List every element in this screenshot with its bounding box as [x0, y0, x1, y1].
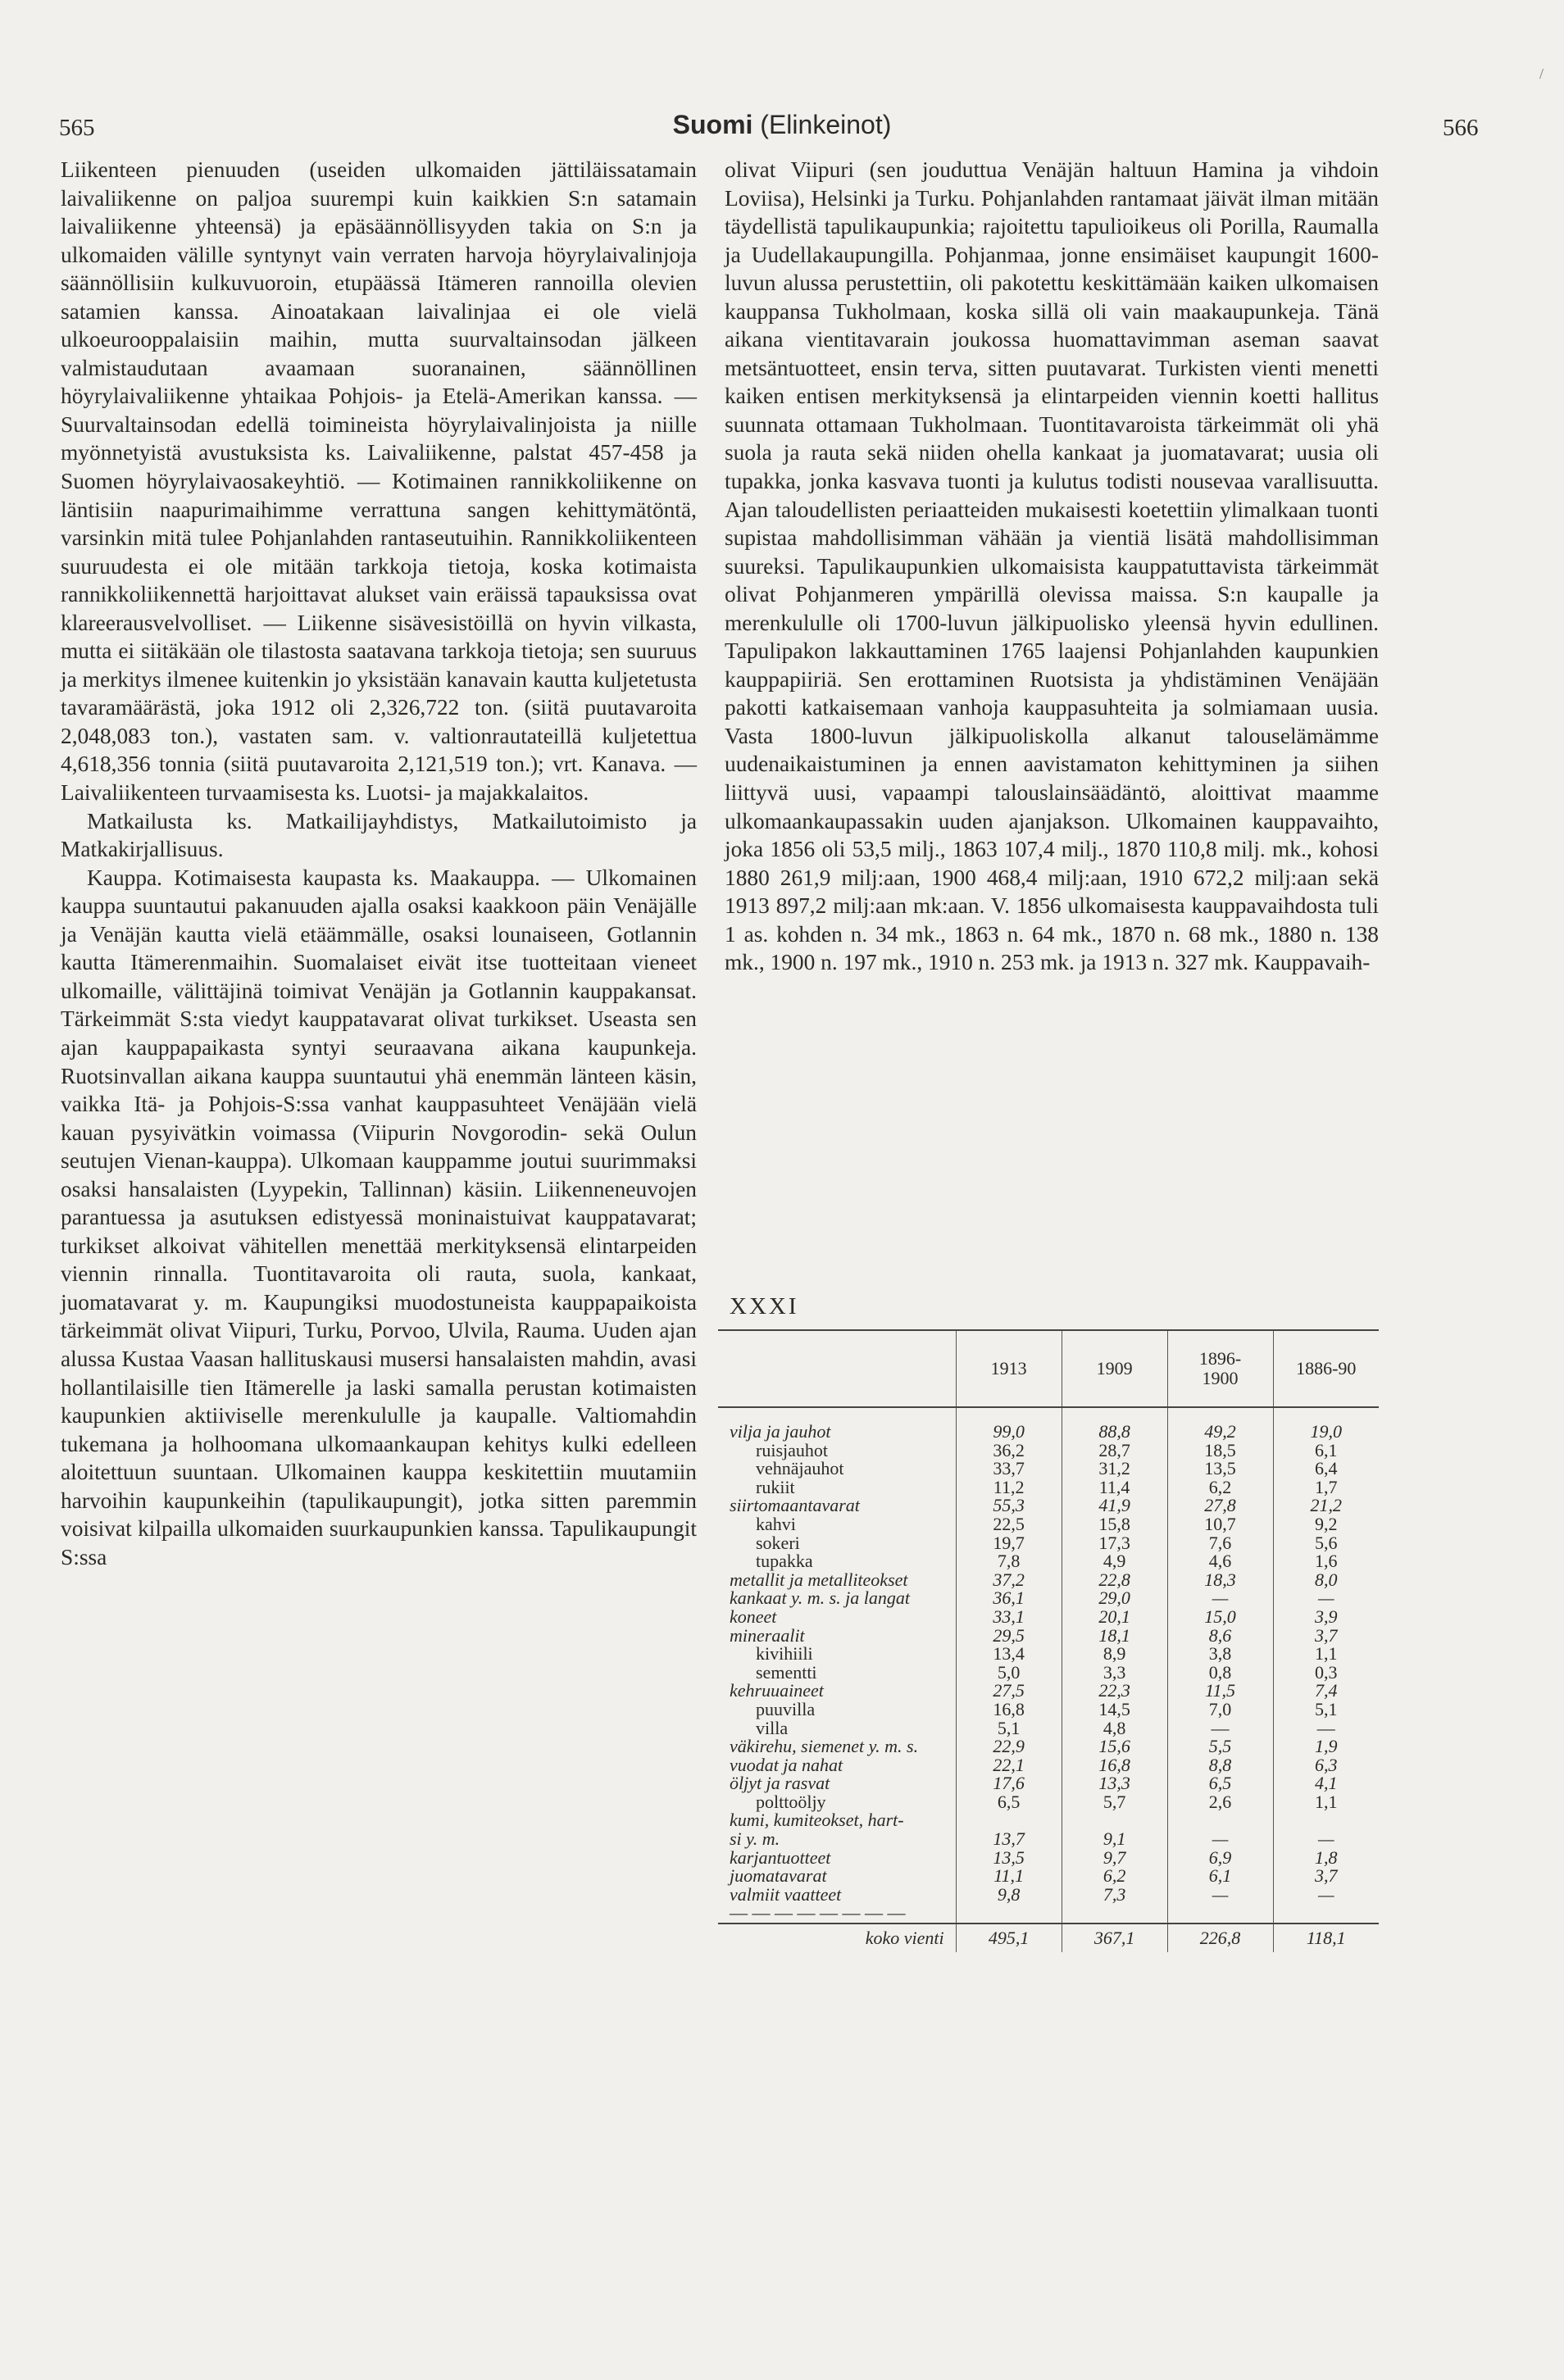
table-row	[718, 1534, 1379, 1553]
row-value: 29,5	[956, 1627, 1062, 1646]
table-header-row	[718, 1330, 1379, 1407]
row-label: vehnäjauhot	[756, 1458, 844, 1479]
row-value: 4,9	[1062, 1552, 1167, 1571]
row-value: 4,1	[1273, 1774, 1379, 1793]
row-value: 5,5	[1167, 1737, 1273, 1756]
row-value: 2,6	[1167, 1793, 1273, 1812]
row-label: ruisjauhot	[756, 1439, 828, 1460]
row-value: 3,8	[1167, 1645, 1273, 1664]
table-row	[718, 1497, 1379, 1515]
row-value: 4,8	[1062, 1719, 1167, 1738]
table-row	[718, 1589, 1379, 1608]
row-value: 18,5	[1167, 1442, 1273, 1460]
table-row	[718, 1407, 1379, 1442]
title-sub: (Elinkeinot)	[760, 110, 892, 139]
row-value	[1062, 1904, 1167, 1924]
row-value: 6,9	[1167, 1849, 1273, 1868]
table-row	[718, 1886, 1379, 1905]
row-value: 5,1	[1273, 1701, 1379, 1719]
row-value: 10,7	[1167, 1515, 1273, 1534]
row-value: 33,7	[956, 1460, 1062, 1478]
row-value: 1,8	[1273, 1849, 1379, 1868]
row-value: —	[1273, 1719, 1379, 1738]
row-value: 13,4	[956, 1645, 1062, 1664]
row-value: 1,1	[1273, 1645, 1379, 1664]
table-row	[718, 1904, 1379, 1924]
row-value: 22,3	[1062, 1682, 1167, 1701]
row-value: 6,2	[1062, 1867, 1167, 1886]
row-value: 11,1	[956, 1867, 1062, 1886]
row-value: 8,8	[1167, 1756, 1273, 1775]
row-value: 13,7	[956, 1830, 1062, 1849]
row-value	[1167, 1811, 1273, 1830]
table-row	[718, 1571, 1379, 1590]
row-value: 13,3	[1062, 1774, 1167, 1793]
table-row	[718, 1737, 1379, 1756]
row-value: 7,6	[1167, 1534, 1273, 1553]
row-value: 22,5	[956, 1515, 1062, 1534]
row-value: 11,2	[956, 1478, 1062, 1497]
table-row	[718, 1756, 1379, 1775]
row-value: 16,8	[1062, 1756, 1167, 1775]
table-header-4: 1886-90	[1273, 1330, 1379, 1407]
table-header-2: 1909	[1062, 1330, 1167, 1407]
row-label: juomatavarat	[730, 1865, 827, 1887]
row-label: kankaat y. m. s. ja langat	[730, 1587, 910, 1609]
row-value: 13,5	[956, 1849, 1062, 1868]
table-body	[718, 1407, 1379, 1952]
row-value: 6,2	[1167, 1478, 1273, 1497]
row-value: 15,6	[1062, 1737, 1167, 1756]
row-value: 1,1	[1273, 1793, 1379, 1812]
row-label: vilja ja jauhot	[730, 1421, 831, 1442]
export-table	[718, 1329, 1379, 1952]
row-value: —	[1167, 1719, 1273, 1738]
row-value: —	[1167, 1589, 1273, 1608]
row-value: 16,8	[956, 1701, 1062, 1719]
row-value: —	[1273, 1830, 1379, 1849]
row-label: puuvilla	[756, 1698, 816, 1719]
row-value: —	[1273, 1589, 1379, 1608]
row-label: valmiit vaatteet	[730, 1883, 842, 1905]
row-label: — — — — — — — —	[730, 1902, 906, 1924]
row-value: 3,7	[1273, 1627, 1379, 1646]
row-value: 99,0	[956, 1407, 1062, 1442]
row-value: 8,0	[1273, 1571, 1379, 1590]
row-label: mineraalit	[730, 1624, 805, 1646]
row-value: 27,5	[956, 1682, 1062, 1701]
row-value: 19,7	[956, 1534, 1062, 1553]
right-column	[725, 156, 1379, 977]
title-main: Suomi	[672, 110, 753, 139]
row-value: 1,9	[1273, 1737, 1379, 1756]
row-value: 6,5	[1167, 1774, 1273, 1793]
row-value: 7,8	[956, 1552, 1062, 1571]
row-value: 22,1	[956, 1756, 1062, 1775]
row-value: 9,7	[1062, 1849, 1167, 1868]
row-label: kehruuaineet	[730, 1680, 824, 1701]
table-row	[718, 1719, 1379, 1738]
row-value: 31,2	[1062, 1460, 1167, 1478]
total-value: 495,1	[956, 1924, 1062, 1952]
row-value: 7,0	[1167, 1701, 1273, 1719]
row-value: 6,4	[1273, 1460, 1379, 1478]
row-label: kumi, kumiteokset, hart-	[730, 1810, 904, 1831]
left-column	[61, 156, 697, 1571]
row-label: rukiit	[756, 1476, 795, 1497]
row-value: 17,6	[956, 1774, 1062, 1793]
row-value: 1,6	[1273, 1552, 1379, 1571]
row-label: si y. m.	[730, 1828, 780, 1850]
row-value: 28,7	[1062, 1442, 1167, 1460]
row-value: 88,8	[1062, 1407, 1167, 1442]
row-value: 6,3	[1273, 1756, 1379, 1775]
row-value: 18,3	[1167, 1571, 1273, 1590]
row-label: sementti	[756, 1661, 817, 1683]
row-value: 20,1	[1062, 1608, 1167, 1627]
row-value: 8,9	[1062, 1645, 1167, 1664]
row-value: 6,1	[1167, 1867, 1273, 1886]
table-row	[718, 1682, 1379, 1701]
row-value: 22,9	[956, 1737, 1062, 1756]
row-value: 41,9	[1062, 1497, 1167, 1515]
row-label: polttoöljy	[756, 1791, 826, 1812]
page-number-left: 565	[59, 115, 95, 141]
row-value: 3,9	[1273, 1608, 1379, 1627]
row-value: 36,2	[956, 1442, 1062, 1460]
row-value: 0,3	[1273, 1664, 1379, 1683]
row-value: 9,8	[956, 1886, 1062, 1905]
total-value: 226,8	[1167, 1924, 1273, 1952]
row-label: väkirehu, siemenet y. m. s.	[730, 1736, 919, 1757]
row-label: tupakka	[756, 1551, 813, 1572]
table-row	[718, 1774, 1379, 1793]
table-row	[718, 1701, 1379, 1719]
row-value: —	[1167, 1830, 1273, 1849]
table-row	[718, 1849, 1379, 1868]
row-value: 5,1	[956, 1719, 1062, 1738]
row-value: 4,6	[1167, 1552, 1273, 1571]
row-value: 19,0	[1273, 1407, 1379, 1442]
row-value: 14,5	[1062, 1701, 1167, 1719]
row-value	[1273, 1811, 1379, 1830]
table-row	[718, 1515, 1379, 1534]
row-value: —	[1167, 1886, 1273, 1905]
left-paragraph-2: Matkailusta ks. Matkailijayhdistys, Matkailutoimisto ja Matkakirjallisuus.	[61, 808, 697, 862]
row-label: villa	[756, 1717, 789, 1738]
row-value: 6,5	[956, 1793, 1062, 1812]
row-value: 3,3	[1062, 1664, 1167, 1683]
row-label: öljyt ja rasvat	[730, 1773, 830, 1794]
table-row	[718, 1478, 1379, 1497]
table-row	[718, 1552, 1379, 1571]
table-row	[718, 1811, 1379, 1830]
row-value	[1062, 1811, 1167, 1830]
row-value	[956, 1811, 1062, 1830]
row-value	[1273, 1904, 1379, 1924]
row-label: vuodat ja nahat	[730, 1754, 843, 1775]
table-row	[718, 1460, 1379, 1478]
row-value: 5,0	[956, 1664, 1062, 1683]
left-paragraph-1: Liikenteen pienuuden (useiden ulkomaiden jättiläissatamain laivaliikenne on paljoa suurempi kuin kaikkien S:n satamain laivaliikenne yhteensä) ja epäsäännöllisyyden takia on S:n ja ulkomaiden välille syntynyt vain verraten harvoja höyrylaivalinjoja säännöllisiin kulkuvuoroin, etupäässä Itämeren rannoilla olevien satamien kanssa. Ainoatakaan laivalinjaa ei ole vielä ulkoeurooppalaisiin maihin, mutta suurvaltainsodan jälkeen valmistaudutaan avaamaan suoranainen, säännöllinen höyrylaivaliikenne yhtaikaa Pohjois- ja Etelä-Amerikan kanssa. — Suurvaltainsodan edellä toimineista höyrylaivalinjoista ja niille myönnetyistä avustuksista ks. Laivaliikenne, palstat 457-458 ja Suomen höyrylaivaosakeyhtiö. — Kotimainen rannikkoliikenne on läntisiin naapurimaihimme verrattuna sangen kehittymätöntä, varsinkin mitä tulee Pohjanlahden rantaseutuihin. Rannikkoliikenteen suuruudesta ei ole mitään tarkkoja tietoja, koska kotimaista rannikkoliikennettä harjoittavat alukset vain eräissä tapauksissa ovat klareerausvelvolliset. — Liikenne sisävesistöillä on hyvin vilkasta, mutta ei siitäkään ole tilastosta saatavana tarkkoja tietoja; sen suuruus ja merkitys ilmenee kuitenkin jo yksistään kanavain kautta kuljetetusta tavaramäärästä, joka 1912 oli 2,326,722 ton. (siitä puutavaroita 2,048,083 ton.), vastaten sam. v. valtionrautateillä kuljetettua 4,618,356 tonnia (siitä puutavaroita 2,121,519 ton.); vrt. Kanava. — Laivaliikenteen turvaamisesta ks. Luotsi- ja majakkalaitos.	[61, 157, 697, 806]
row-value: 9,1	[1062, 1830, 1167, 1849]
row-label: metallit ja metalliteokset	[730, 1569, 908, 1590]
row-value: 15,8	[1062, 1515, 1167, 1534]
table-header-0	[718, 1330, 956, 1407]
total-value: 367,1	[1062, 1924, 1167, 1952]
row-label: kahvi	[756, 1513, 796, 1534]
row-value: 5,6	[1273, 1534, 1379, 1553]
row-value: 7,3	[1062, 1886, 1167, 1905]
row-value: 18,1	[1062, 1627, 1167, 1646]
row-value: 15,0	[1167, 1608, 1273, 1627]
row-value: 9,2	[1273, 1515, 1379, 1534]
table-row	[718, 1867, 1379, 1886]
row-value: 29,0	[1062, 1589, 1167, 1608]
corner-mark: /	[1539, 66, 1544, 82]
row-value: 22,8	[1062, 1571, 1167, 1590]
row-value: 13,5	[1167, 1460, 1273, 1478]
row-value: 11,5	[1167, 1682, 1273, 1701]
row-value: 55,3	[956, 1497, 1062, 1515]
table-header-3: 1896- 1900	[1167, 1330, 1273, 1407]
page-title	[0, 110, 1564, 140]
table-row	[718, 1830, 1379, 1849]
row-value: 3,7	[1273, 1867, 1379, 1886]
row-value: 6,1	[1273, 1442, 1379, 1460]
row-label: koneet	[730, 1606, 777, 1627]
row-value: 1,7	[1273, 1478, 1379, 1497]
table-label: XXXI	[730, 1293, 799, 1319]
left-paragraph-3: Kauppa. Kotimaisesta kaupasta ks. Maakauppa. — Ulkomainen kauppa suuntautui pakanuuden ajalla osaksi kaakkoon päin Venäjälle ja Venäjän kautta vielä etäämmälle, osaksi lounaiseen, Gotlannin kautta Itämerenmaihin. Suomalaiset eivät itse tuotteitaan vieneet ulkomaille, välittäjinä toimivat Venäjän ja Gotlannin kauppakansat. Tärkeimmät S:sta viedyt kauppatavarat olivat turkikset. Useasta sen ajan kauppapaikasta syntyi seuraavana aikana kaupunkeja. Ruotsinvallan aikana kauppa suuntautui yhä enemmän länteen käsin, vaikka Itä- ja Pohjois-S:ssa vanhat kauppasuhteet Venäjään vielä kauan pysyivätkin voimassa (Viipurin Novgorodin- sekä Oulun seutujen Vienan-kauppa). Ulkomaan kauppamme joutui suurimmaksi osaksi hansalaisten (Lyypekin, Tallinnan) käsiin. Liikenneneuvojen parantuessa ja asutuksen edistyessä moninaistuivat kauppatavarat; turkikset alkoivat vähitellen menettää merkityksensä elintarpeiden viennin rinnalla. Tuontitavaroita oli rauta, suola, kankaat, juomatavarat y. m. Kaupungiksi muodostuneista kauppapaikoista tärkeimmät olivat Viipuri, Turku, Porvoo, Ulvila, Rauma. Uuden ajan alussa Kustaa Vaasan hallituskausi musersi hansalaisten mahdin, avasi hollantilaisille tien Itämerelle ja laski samalla perustan kotimaisten kaupunkien aktiiviselle merenkululle ja kaupalle. Valtiomahdin tukemana ja holhoomana ulkomaankaupan kehitys kulki edelleen aloitettuun suuntaan. Ulkomainen kauppa keskitettiin muutamiin harvoihin kaupunkeihin (tapulikaupungit), jotka sitten paremmin voisivat kilpailla ulkomaiden suurkaupunkien kanssa. Tapulikaupungit S:ssa	[61, 865, 697, 1569]
row-value: 37,2	[956, 1571, 1062, 1590]
row-value: 27,8	[1167, 1497, 1273, 1515]
total-label: koko vienti	[718, 1924, 956, 1952]
row-value: 8,6	[1167, 1627, 1273, 1646]
row-value: 7,4	[1273, 1682, 1379, 1701]
row-label: siirtomaantavarat	[730, 1495, 860, 1516]
table-row	[718, 1608, 1379, 1627]
table-row	[718, 1627, 1379, 1646]
table-header-1: 1913	[956, 1330, 1062, 1407]
row-label: karjantuotteet	[730, 1846, 831, 1868]
total-value: 118,1	[1273, 1924, 1379, 1952]
table-row	[718, 1664, 1379, 1683]
row-label: sokeri	[756, 1532, 800, 1553]
row-value	[956, 1904, 1062, 1924]
page-number-right: 566	[1443, 115, 1479, 141]
row-value: 0,8	[1167, 1664, 1273, 1683]
right-paragraph-1: olivat Viipuri (sen jouduttua Venäjän haltuun Hamina ja vihdoin Loviisa), Helsinki ja Turku. Pohjanlahden rantamaat jäivät ilman mitään täydellistä tapulikaupunkia; rajoitettu tapulioikeus oli Porilla, Raumalla ja Uudellakaupungilla. Pohjanmaa, jonne ensimäiset kaupungit 1600-luvun alussa perustettiin, oli pakotettu keskittämään kaiken ulkomaisen kauppansa Tukholmaan, koska sillä oli vain maakaupunkeja. Tänä aikana vientitavarain joukossa huomattavimman aseman saavat metsäntuotteet, ensin terva, sitten puutavarat. Turkisten vienti menetti kaiken entisen merkityksensä ja elintarpeiden viennin koetti hallitus suunnata ottamaan Tukholmaan. Tuontitavaroista tärkeimmät oli yhä suola ja rauta sekä niiden ohella kankaat ja juomatavarat; uusia oli tupakka, jonka kasvava tuonti ja kulutus todisti nousevaa varallisuutta. Ajan taloudellisten periaatteiden mukaisesti koetettiin ylimalkaan tuonti supistaa mahdollisimman vähään ja vientiä lisätä mahdollisimman suureksi. Tapulikaupunkien ulkomaisista kauppatuttavista tärkeimmät olivat Pohjanmeren ympärillä olevissa maissa. S:n kaupalle ja merenkululle oli 1700-luvun jälkipuolisko yleensä hyvin edullinen. Tapulipakon lakkauttaminen 1765 laajensi Pohjanlahden kaupunkien kauppapiiriä. Sen erottaminen Ruotsista ja yhdistäminen Venäjään pakotti katkaisemaan vanhoja kauppasuhteita ja solmiamaan uusia. Vasta 1800-luvun jälkipuoliskolla alkanut talouselämämme uudenaikaistuminen ja ennen aavistamaton kehittyminen ja siihen liittyvä uusi, vapaampi talouslainsäädäntö, aloittivat maamme ulkomaankaupassakin uuden ajanjakson. Ulkomainen kauppavaihto, joka 1856 oli 53,5 milj., 1863 107,4 milj., 1870 110,8 milj. mk., kohosi 1880 261,9 milj:aan, 1900 468,4 milj:aan, 1910 672,2 milj:aan sekä 1913 897,2 milj:aan mk:aan. V. 1856 ulkomaisesta kauppavaihdosta tuli 1 as. kohden n. 34 mk., 1863 n. 64 mk., 1870 n. 68 mk., 1880 n. 138 mk., 1900 n. 197 mk., 1910 n. 253 mk. ja 1913 n. 327 mk. Kauppavaih-	[725, 157, 1379, 975]
row-value: 5,7	[1062, 1793, 1167, 1812]
row-value: 49,2	[1167, 1407, 1273, 1442]
row-value: 36,1	[956, 1589, 1062, 1608]
table-total-row	[718, 1924, 1379, 1952]
table-row	[718, 1793, 1379, 1812]
row-value: 17,3	[1062, 1534, 1167, 1553]
table-row	[718, 1645, 1379, 1664]
row-value: 11,4	[1062, 1478, 1167, 1497]
row-value	[1167, 1904, 1273, 1924]
row-value: 33,1	[956, 1608, 1062, 1627]
row-label: kivihiili	[756, 1643, 813, 1665]
row-value: —	[1273, 1886, 1379, 1905]
row-value: 21,2	[1273, 1497, 1379, 1515]
table-row	[718, 1442, 1379, 1460]
